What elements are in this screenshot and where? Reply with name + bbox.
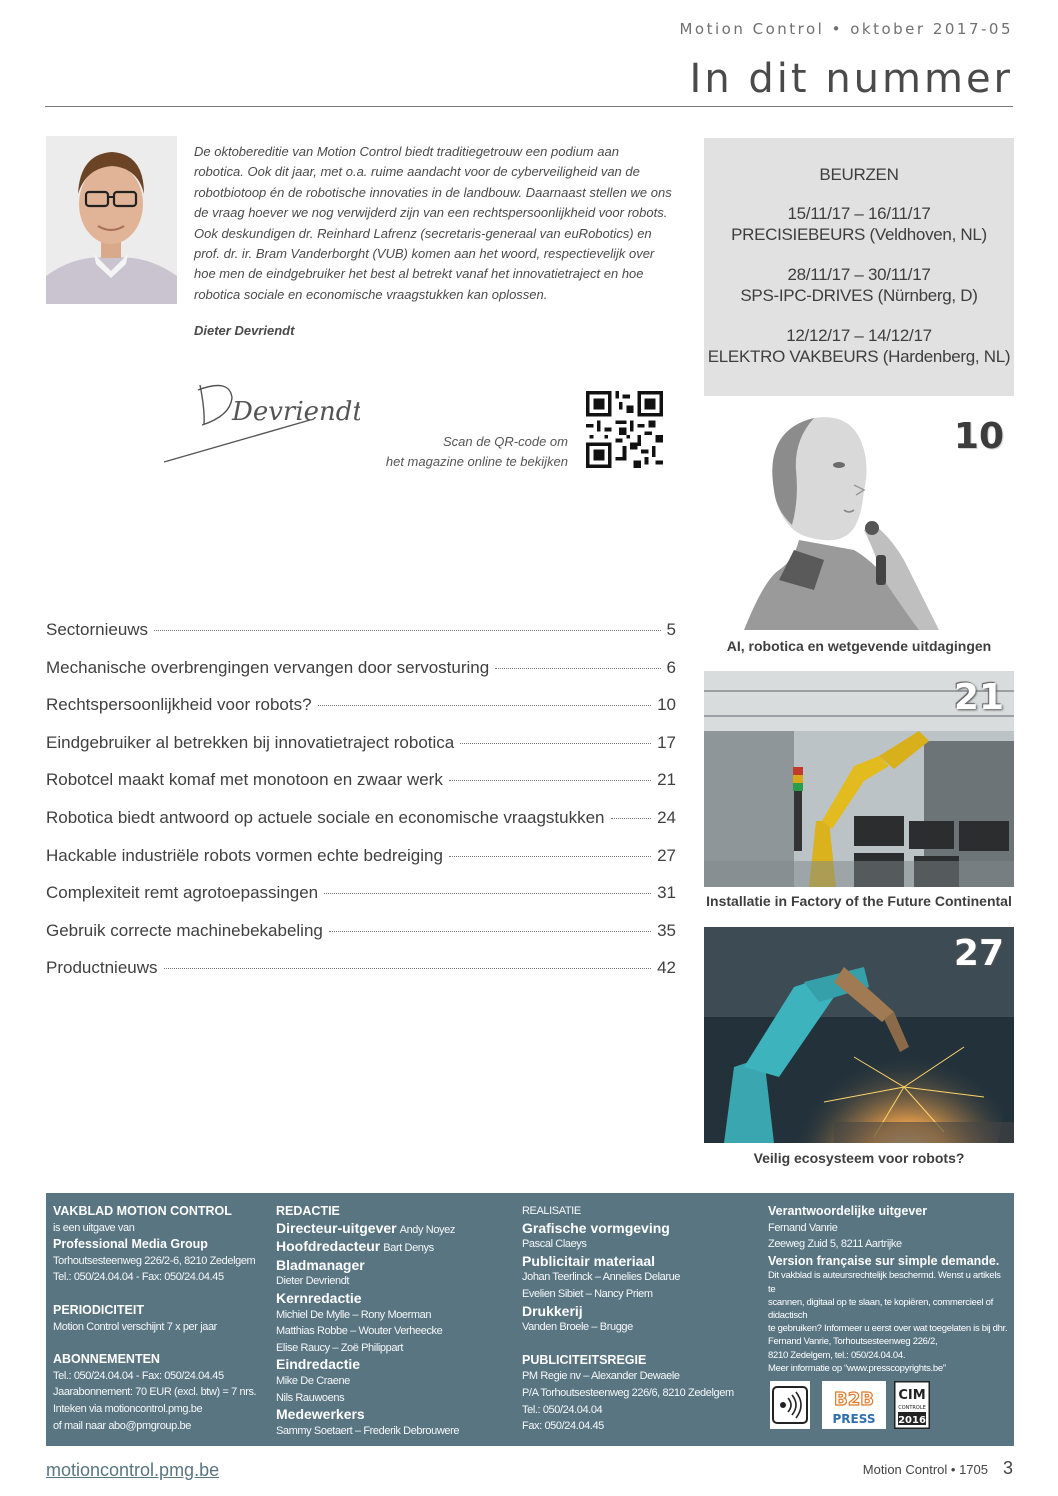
toc-page: 31	[657, 883, 676, 903]
colophon-line: is een uitgave van	[53, 1221, 135, 1234]
toc-title: Robotica biedt antwoord op actuele sociale en economische vraagstukken	[46, 807, 605, 827]
press-copyright-logo	[770, 1381, 810, 1429]
toc-title: Mechanische overbrengingen vervangen door servosturing	[46, 657, 490, 677]
colophon-line: PM Regie nv – Alexander Dewaele	[522, 1370, 680, 1383]
colophon-line: Motion Control verschijnt 7 x per jaar	[53, 1320, 217, 1333]
qr-code[interactable]	[586, 391, 663, 468]
toc-page: 27	[657, 845, 676, 865]
website-link[interactable]: motioncontrol.pmg.be	[46, 1460, 220, 1480]
toc-entry[interactable]	[46, 921, 676, 959]
figure-factory[interactable]	[704, 671, 1014, 887]
colophon-line: of mail naar abo@pmgroup.be	[53, 1419, 191, 1432]
fair-name: ELEKTRO VAKBEURS (Hardenberg, NL)	[707, 347, 1011, 366]
toc-leader	[318, 705, 652, 706]
toc-title: Eindgebruiker al betrekken bij innovatietraject robotica	[46, 732, 455, 752]
colophon-line: Meer informatie op “www.presscopyrights.be”	[768, 1362, 946, 1374]
colophon-role: Directeur-uitgever	[276, 1219, 397, 1236]
b2b-press-logo	[822, 1381, 886, 1429]
colophon-role: Eindredactie	[276, 1356, 361, 1373]
colophon-role: Medewerkers	[276, 1406, 365, 1423]
colophon-person: Michiel De Mylle – Rony Moerman	[276, 1308, 432, 1321]
toc-page: 21	[657, 770, 676, 790]
toc-leader	[164, 968, 652, 969]
toc-page: 6	[666, 657, 676, 677]
colophon-person: Evelien Sibiet – Nancy Priem	[522, 1287, 653, 1300]
figure-ai-robot[interactable]	[704, 410, 1014, 630]
colophon-heading: ABONNEMENTEN	[53, 1352, 160, 1367]
colophon-role: Hoofdredacteur	[276, 1238, 381, 1255]
cim-logo	[894, 1381, 930, 1429]
colophon-line: Tel.: 050/24.04.04 - Fax: 050/24.04.45	[53, 1271, 224, 1284]
toc-entry[interactable]	[46, 883, 676, 921]
colophon-person: Matthias Robbe – Wouter Verheecke	[276, 1325, 443, 1338]
toc-entry[interactable]	[46, 658, 676, 696]
colophon-line: Inteken via motioncontrol.pmg.be	[53, 1402, 203, 1415]
colophon-person: Bart Denys	[383, 1242, 434, 1255]
fair-dates: 12/12/17 – 14/12/17	[786, 326, 932, 345]
toc-title: Productnieuws	[46, 958, 158, 978]
colophon-editorial	[276, 1203, 511, 1439]
colophon-role: Publicitair materiaal	[522, 1252, 656, 1269]
colophon-line: P/A Torhoutsesteenweg 226/6, 8210 Zedelgem	[522, 1386, 734, 1399]
page-number: 3	[1002, 1458, 1013, 1478]
colophon-line: Dit vakblad is auteursrechtelijk beschermd. Wenst u artikels te	[768, 1270, 1001, 1295]
colophon-role: Grafische vormgeving	[522, 1219, 670, 1236]
toc-title: Rechtspersoonlijkheid voor robots?	[46, 695, 312, 715]
toc-page: 10	[657, 695, 676, 715]
colophon-person: Pascal Claeys	[522, 1238, 587, 1251]
colophon-line: Tel.: 050/24.04.04	[522, 1403, 603, 1416]
fair-dates: 28/11/17 – 30/11/17	[787, 265, 931, 284]
title-divider	[45, 106, 1013, 107]
toc-page: 5	[666, 620, 676, 639]
fairs-box	[704, 138, 1014, 396]
editor-portrait	[46, 136, 177, 304]
toc-leader	[154, 630, 660, 631]
toc-leader	[324, 893, 651, 894]
toc-page: 35	[657, 920, 676, 940]
colophon-person: Vanden Broele – Brugge	[522, 1321, 633, 1334]
figure-number: 10	[953, 416, 1004, 457]
fair-name: PRECISIEBEURS (Veldhoven, NL)	[731, 225, 987, 244]
cim-logo-text: CIM	[898, 1388, 926, 1403]
colophon-heading: REALISATIE	[522, 1205, 581, 1217]
colophon-line: Fernand Vanrie	[768, 1221, 838, 1234]
colophon-line: 8210 Zedelgem, tel.: 050/24.04.04.	[768, 1349, 906, 1361]
colophon-person: Dieter Devriendt	[276, 1275, 350, 1288]
colophon-role: Bladmanager	[276, 1256, 365, 1273]
colophon-person: Johan Teerlinck – Annelies Delarue	[522, 1271, 681, 1284]
publication-label: Motion Control • 1705	[862, 1462, 988, 1477]
fair-name: SPS-IPC-DRIVES (Nürnberg, D)	[740, 286, 978, 305]
colophon-line: scannen, digitaal op te slaan, te kopiëren, commercieel of didactisch	[768, 1296, 993, 1321]
page-title: In dit nummer	[689, 56, 1013, 102]
fairs-title: BEURZEN	[819, 165, 899, 184]
colophon-legal	[768, 1203, 1008, 1375]
colophon-role: Kernredactie	[276, 1289, 362, 1306]
toc-entry[interactable]	[46, 733, 676, 771]
toc-leader	[495, 668, 660, 669]
toc-entry[interactable]	[46, 770, 676, 808]
figure-welding-robot[interactable]	[704, 927, 1014, 1143]
issue-line: Motion Control • oktober 2017-05	[679, 20, 1013, 38]
toc-title: Robotcel maakt komaf met monotoon en zwaar werk	[46, 770, 443, 790]
colophon-line: Zeeweg Zuid 5, 8211 Aartrijke	[768, 1238, 902, 1251]
fair-item	[704, 325, 1014, 367]
colophon	[46, 1193, 1014, 1446]
figure-caption: AI, robotica en wetgevende uitdagingen	[726, 638, 992, 654]
editorial-text: De oktobereditie van Motion Control biedt traditiegetrouw een podium aan robotica. Ook dit jaar, met o.a. ruime aandacht voor de cyberveiligheid van de robotbiotoop én de robotische innovaties in de landbouw. Daarnaast stellen we ons de vraag hoever we nog verwijderd zijn van een rechtspersoonlijkheid voor robots. Ook deskundigen dr. Reinhard Lafrenz (secretaris-generaal van euRobotics) en prof. dr. ir. Bram Vanderborght (VUB) komen aan het woord, respectievelijk over hoe men de eindgebruiker het best al betrekt vanaf het innovatietraject en hoe robotica sociale en economische vraagstukken kan oplossen.	[194, 144, 672, 302]
colophon-line: Fax: 050/24.04.45	[522, 1420, 604, 1433]
colophon-person: Sammy Soetaert – Frederik Debrouwere	[276, 1424, 460, 1437]
certification-logos	[770, 1381, 940, 1433]
figure-caption: Veilig ecosysteem voor robots?	[753, 1150, 965, 1166]
toc-leader	[329, 931, 651, 932]
toc-title: Hackable industriële robots vormen echte bedreiging	[46, 845, 443, 865]
fair-item	[704, 203, 1014, 245]
fair-item	[704, 264, 1014, 306]
table-of-contents	[46, 620, 676, 996]
toc-leader	[449, 856, 651, 857]
figure-number: 21	[953, 677, 1004, 718]
colophon-person: Nils Rauwoens	[276, 1391, 345, 1404]
toc-leader	[460, 743, 651, 744]
colophon-line: Torhoutsesteenweg 226/2-6, 8210 Zedelgem	[53, 1254, 256, 1267]
toc-title: Sectornieuws	[46, 620, 149, 639]
qr-caption-line-1: Scan de QR-code om	[442, 434, 568, 449]
colophon-person: Mike De Craene	[276, 1374, 350, 1387]
toc-entry[interactable]	[46, 958, 676, 996]
qr-caption-line-2: het magazine online te bekijken	[385, 454, 568, 469]
colophon-line: Professional Media Group	[53, 1237, 208, 1252]
colophon-publisher	[53, 1203, 268, 1434]
colophon-heading: Verantwoordelijke uitgever	[768, 1204, 928, 1218]
editorial-author: Dieter Devriendt	[194, 323, 295, 338]
colophon-role: Drukkerij	[522, 1302, 583, 1319]
signature-text: Devriendt	[232, 397, 360, 427]
toc-entry[interactable]	[46, 620, 676, 658]
colophon-line: Fernand Vanrie, Torhoutsesteenweg 226/2,	[768, 1336, 938, 1348]
cim-logo-sub: CONTROLE	[898, 1405, 926, 1411]
colophon-line: Tel.: 050/24.04.04 - Fax: 050/24.04.45	[53, 1369, 224, 1382]
colophon-production	[522, 1203, 762, 1435]
toc-page: 24	[657, 807, 676, 827]
b2b-logo-top: B2B	[834, 1389, 874, 1410]
cim-logo-year: 2016	[898, 1415, 926, 1426]
qr-caption	[328, 432, 568, 472]
toc-entry[interactable]	[46, 846, 676, 884]
colophon-line: te gebruiken? Informeer u eerst over wat toegelaten is bij dhr.	[768, 1323, 1008, 1335]
colophon-heading: VAKBLAD MOTION CONTROL	[53, 1204, 232, 1218]
fair-dates: 15/11/17 – 16/11/17	[787, 204, 931, 223]
colophon-person: Elise Raucy – Zoë Philippart	[276, 1341, 403, 1354]
colophon-heading: PERIODICITEIT	[53, 1302, 144, 1317]
toc-leader	[449, 780, 651, 781]
toc-entry[interactable]	[46, 808, 676, 846]
b2b-logo-bottom: PRESS	[832, 1412, 876, 1426]
toc-title: Gebruik correcte machinebekabeling	[46, 920, 323, 940]
toc-leader	[611, 818, 652, 819]
toc-page: 17	[657, 732, 676, 752]
toc-title: Complexiteit remt agrotoepassingen	[46, 883, 319, 903]
toc-page: 42	[657, 958, 676, 978]
colophon-heading: PUBLICITEITSREGIE	[522, 1352, 647, 1367]
colophon-line: Jaarabonnement: 70 EUR (excl. btw) = 7 nrs.	[53, 1386, 257, 1399]
toc-entry[interactable]	[46, 695, 676, 733]
figure-number: 27	[953, 933, 1004, 974]
colophon-heading: Version française sur simple demande.	[768, 1253, 1000, 1268]
figure-caption: Installatie in Factory of the Future Continental	[706, 893, 1012, 909]
colophon-heading: REDACTIE	[276, 1204, 340, 1218]
colophon-person: Andy Noyez	[399, 1223, 455, 1236]
